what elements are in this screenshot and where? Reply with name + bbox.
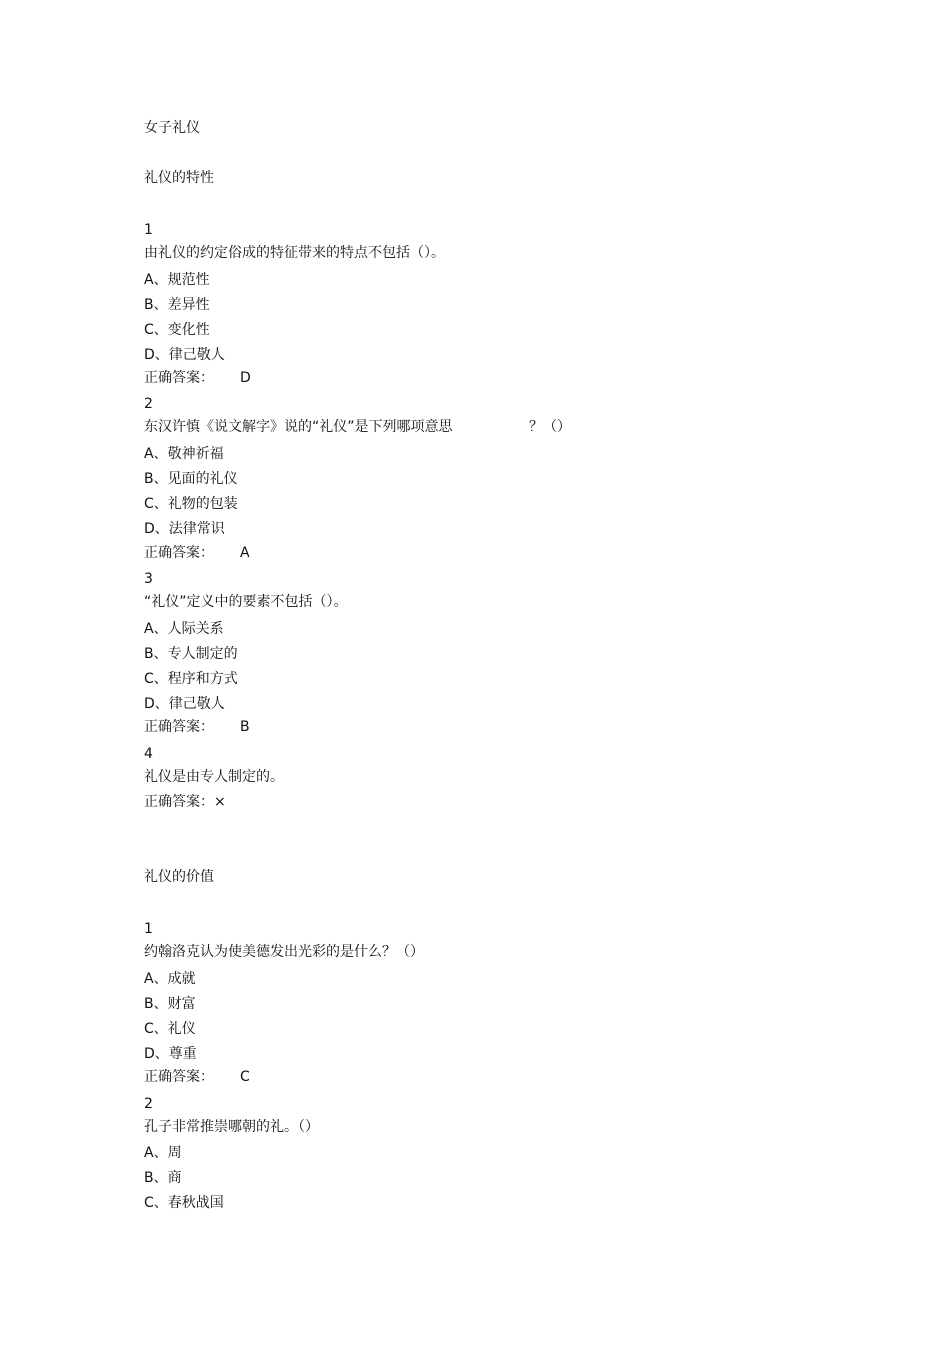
question-number: 3	[144, 571, 153, 587]
question-number: 4	[144, 746, 153, 762]
option-b: B、差异性	[144, 297, 210, 313]
option-b: B、见面的礼仪	[144, 471, 238, 487]
section-heading: 礼仪的价值	[144, 869, 214, 885]
question-text: 由礼仪的约定俗成的特征带来的特点不包括（）。	[144, 245, 445, 261]
answer-value: ×	[214, 794, 226, 810]
question-text: 孔子非常推崇哪朝的礼。（）	[144, 1119, 319, 1135]
document-title: 女子礼仪	[144, 120, 200, 136]
answer-label: 正确答案：	[144, 370, 214, 386]
option-b: B、专人制定的	[144, 646, 238, 662]
option-c: C、变化性	[144, 322, 210, 338]
option-c: C、春秋战国	[144, 1195, 224, 1211]
option-d: D、尊重	[144, 1046, 197, 1062]
option-a: A、人际关系	[144, 621, 224, 637]
answer-line	[144, 793, 226, 811]
option-d: D、法律常识	[144, 521, 225, 537]
option-c: C、礼仪	[144, 1021, 196, 1037]
question-text: “礼仪”定义中的要素不包括（）。	[144, 594, 348, 610]
answer-label: 正确答案：	[144, 794, 214, 810]
option-b: B、财富	[144, 996, 196, 1012]
option-a: A、周	[144, 1145, 182, 1161]
question-number: 1	[144, 921, 153, 937]
question-number: 2	[144, 396, 153, 412]
answer-label: 正确答案：	[144, 719, 214, 735]
answer-line	[144, 544, 250, 562]
option-c: C、礼物的包装	[144, 496, 238, 512]
question-text: 东汉许慎《说文解字》说的“礼仪”是下列哪项意思	[144, 419, 453, 435]
section-heading: 礼仪的特性	[144, 170, 214, 186]
answer-value: C	[240, 1069, 250, 1085]
question-text: 约翰洛克认为使美德发出光彩的是什么？（）	[144, 944, 424, 960]
question-number: 2	[144, 1096, 153, 1112]
answer-line	[144, 718, 250, 736]
question-number: 1	[144, 222, 153, 238]
answer-value: B	[240, 719, 250, 735]
option-b: B、商	[144, 1170, 182, 1186]
answer-label: 正确答案：	[144, 545, 214, 561]
question-text-tail: ？（）	[529, 419, 571, 435]
answer-line	[144, 1068, 250, 1086]
question-text: 礼仪是由专人制定的。	[144, 769, 284, 785]
answer-value: A	[240, 545, 250, 561]
option-a: A、成就	[144, 971, 196, 987]
answer-line	[144, 369, 251, 387]
option-a: A、敬神祈福	[144, 446, 224, 462]
answer-value: D	[240, 370, 251, 386]
option-c: C、程序和方式	[144, 671, 238, 687]
option-a: A、规范性	[144, 272, 210, 288]
option-d: D、律己敬人	[144, 347, 225, 363]
answer-label: 正确答案：	[144, 1069, 214, 1085]
option-d: D、律己敬人	[144, 696, 225, 712]
